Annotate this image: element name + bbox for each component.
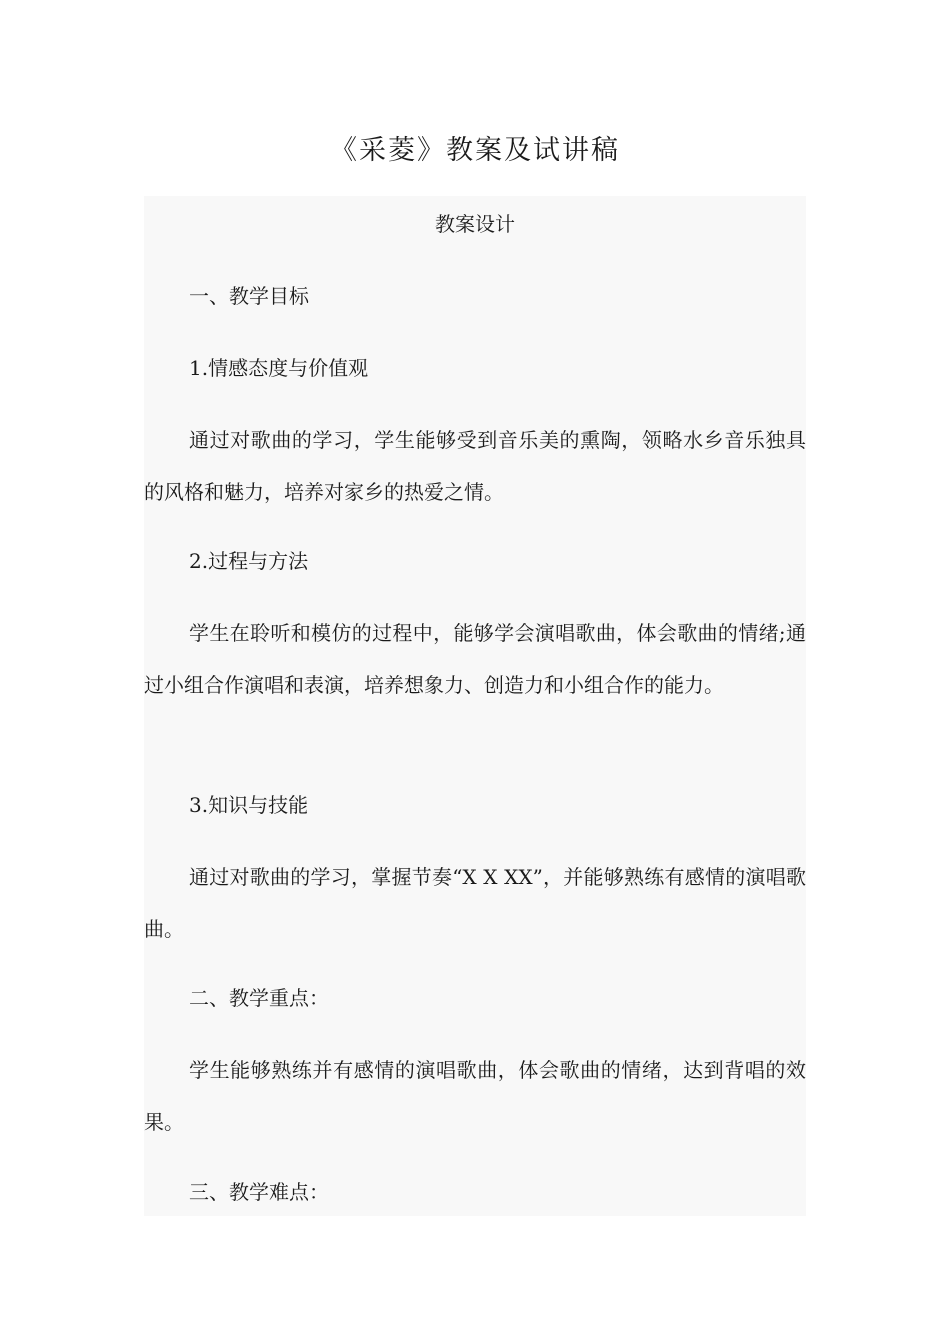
section-title: 教案设计 bbox=[435, 212, 515, 236]
objective-1-heading: 1.情感态度与价值观 bbox=[189, 356, 369, 380]
difficulties-heading: 三、教学难点： bbox=[189, 1180, 329, 1204]
objectives-heading: 一、教学目标 bbox=[189, 284, 309, 308]
content-area bbox=[144, 196, 806, 1216]
page-title: 《采菱》教案及试讲稿 bbox=[330, 135, 620, 166]
objective-3-text: 通过对歌曲的学习，掌握节奏“X X XX”，并能够熟练有感情的演唱歌曲。 bbox=[144, 865, 806, 941]
objective-1-text: 通过对歌曲的学习，学生能够受到音乐美的熏陶，领略水乡音乐独具的风格和魅力，培养对家乡的热爱之情。 bbox=[144, 428, 806, 504]
key-points-heading: 二、教学重点： bbox=[189, 986, 329, 1010]
objective-2-text: 学生在聆听和模仿的过程中，能够学会演唱歌曲，体会歌曲的情绪;通过小组合作演唱和表演，培养想象力、创造力和小组合作的能力。 bbox=[144, 621, 806, 697]
objective-2-heading: 2.过程与方法 bbox=[189, 549, 309, 573]
key-points-text: 学生能够熟练并有感情的演唱歌曲，体会歌曲的情绪，达到背唱的效果。 bbox=[144, 1058, 806, 1134]
objective-3-heading: 3.知识与技能 bbox=[189, 793, 309, 817]
